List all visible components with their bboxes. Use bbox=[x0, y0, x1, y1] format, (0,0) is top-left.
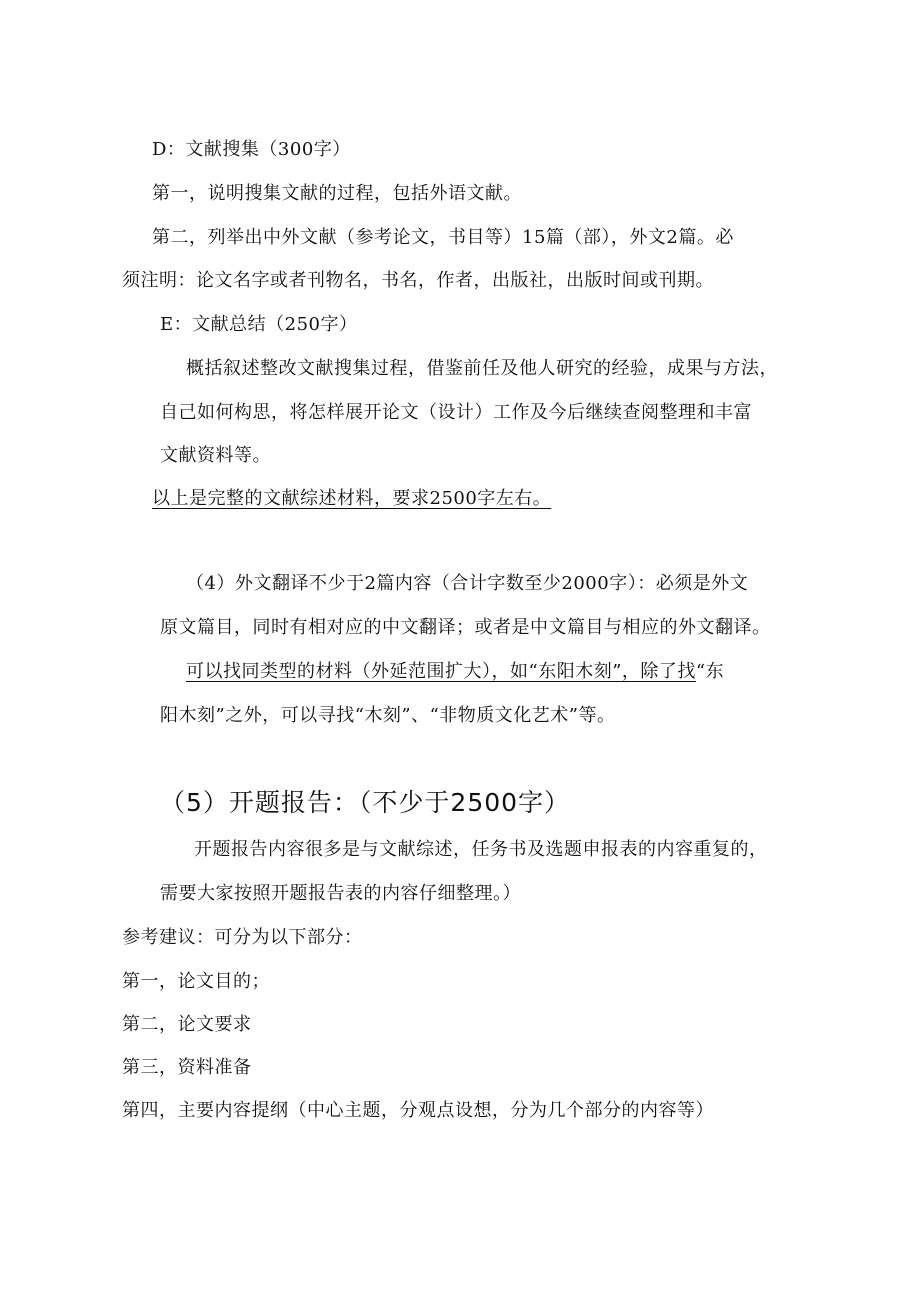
summary-note: 以上是完整的文献综述材料，要求2500字左右。 bbox=[152, 488, 552, 509]
section-4-line-3-rest: “东 bbox=[695, 661, 725, 682]
suggestion-item-4: 第四，主要内容提纲（中心主题，分观点设想，分为几个部分的内容等） bbox=[122, 1100, 714, 1121]
section-4-line-1: （4）外文翻译不少于2篇内容（合计字数至少2000字）：必须是外文 bbox=[186, 573, 749, 594]
section-4-line-3 bbox=[186, 660, 724, 684]
section-d-item-2-line-1: 第二，列举出中外文献（参考论文，书目等）15篇（部），外文2篇。必 bbox=[152, 227, 734, 248]
section-e-body-line-1: 概括叙述整改文献搜集过程，借鉴前任及他人研究的经验，成果与方法， bbox=[186, 358, 778, 379]
section-5-heading: （5）开题报告：（不少于2500字） bbox=[160, 788, 571, 817]
section-d-item-1: 第一，说明搜集文献的过程，包括外语文献。 bbox=[152, 183, 522, 204]
section-d-item-2-line-2: 须注明：论文名字或者刊物名，书名，作者，出版社，出版时间或刊期。 bbox=[122, 270, 714, 291]
section-4-line-4: 阳木刻”之外，可以寻找“木刻”、“非物质文化艺术”等。 bbox=[160, 705, 616, 726]
section-5-body-line-2: 需要大家按照开题报告表的内容仔细整理。） bbox=[160, 883, 521, 904]
section-e-heading: E：文献总结（250字） bbox=[160, 314, 358, 335]
suggestion-item-2: 第二，论文要求 bbox=[122, 1014, 252, 1035]
suggestion-item-3: 第三，资料准备 bbox=[122, 1057, 252, 1078]
section-d-heading: D：文献搜集（300字） bbox=[152, 139, 351, 160]
suggestion-item-1: 第一，论文目的； bbox=[122, 971, 270, 992]
section-e-body-line-3: 文献资料等。 bbox=[160, 445, 271, 466]
section-e-body-line-2: 自己如何构思，将怎样展开论文（设计）工作及今后继续查阅整理和丰富 bbox=[160, 402, 752, 423]
section-5-body-line-1: 开题报告内容很多是与文献综述，任务书及选题申报表的内容重复的， bbox=[194, 839, 768, 860]
section-4-line-2: 原文篇目，同时有相对应的中文翻译；或者是中文篇目与相应的外文翻译。 bbox=[160, 617, 771, 638]
section-4-underlined-text: 可以找同类型的材料（外延范围扩大），如“东阳木刻”，除了找 bbox=[186, 661, 696, 682]
suggestion-heading: 参考建议：可分为以下部分： bbox=[122, 927, 363, 948]
